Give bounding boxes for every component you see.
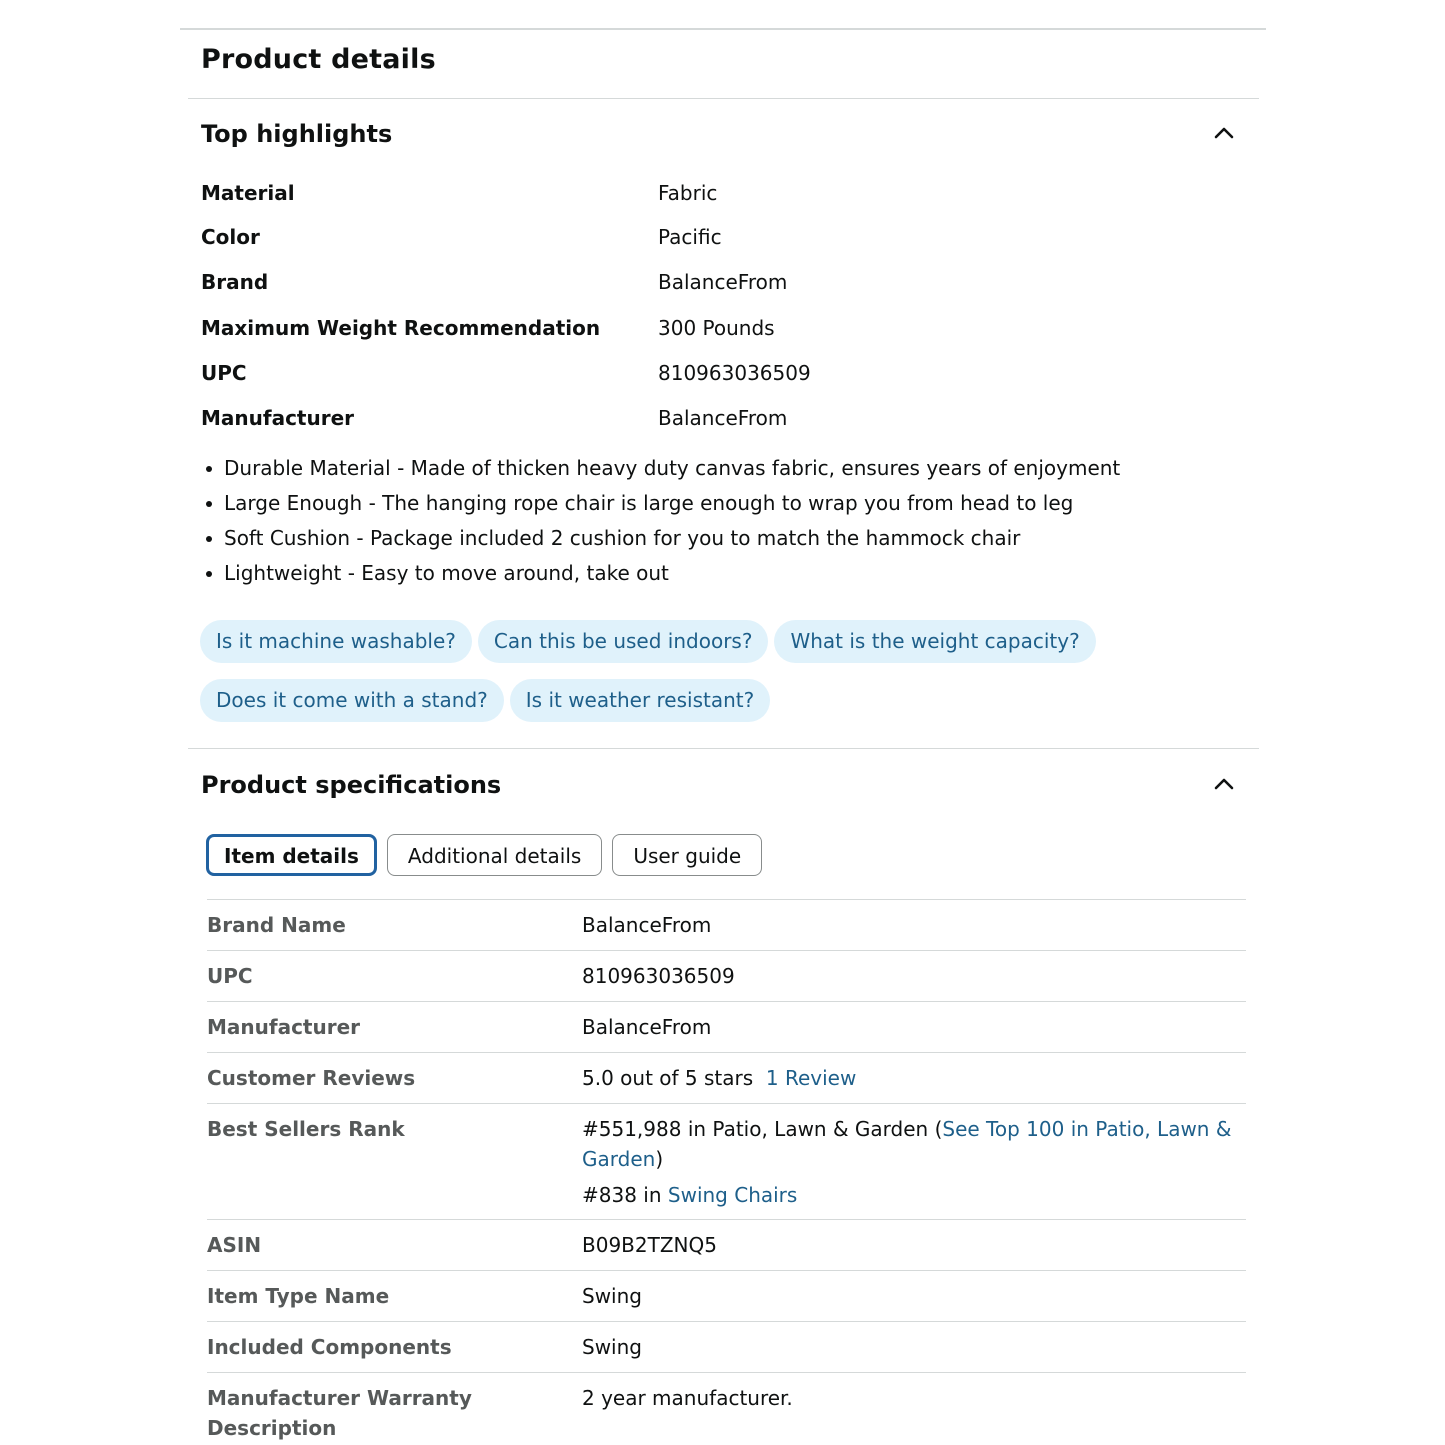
spec-key: Best Sellers Rank (207, 1117, 405, 1141)
top-100-category-link[interactable]: See Top 100 in Patio, Lawn & Garden (582, 1117, 1232, 1171)
highlight-value: 810963036509 (658, 361, 811, 385)
top-highlights-title: Top highlights (201, 120, 393, 148)
spec-row-upc (207, 950, 1246, 1001)
rank-text: #551,988 in Patio, Lawn & Garden ( (582, 1117, 943, 1141)
spec-row-best-sellers-rank (207, 1103, 1246, 1219)
spec-row-warranty (207, 1372, 1246, 1444)
spec-key: Brand Name (207, 913, 346, 937)
highlight-key: Brand (201, 270, 269, 294)
feature-bullet: Soft Cushion - Package included 2 cushion for you to match the hammock chair (201, 522, 1120, 557)
question-chip-machine-washable[interactable]: Is it machine washable? (200, 620, 472, 663)
highlight-key: Material (201, 181, 295, 205)
spec-value: 2 year manufacturer. (582, 1386, 793, 1410)
question-chip-weight-capacity[interactable]: What is the weight capacity? (774, 620, 1095, 663)
spec-value: BalanceFrom (582, 913, 712, 937)
question-chip-indoors[interactable]: Can this be used indoors? (478, 620, 769, 663)
swing-chairs-category-link[interactable]: Swing Chairs (667, 1183, 798, 1207)
highlight-value: Fabric (658, 181, 718, 205)
collapse-specifications-chevron-up-icon[interactable] (1210, 772, 1238, 796)
feature-bullet: Large Enough - The hanging rope chair is large enough to wrap you from head to leg (201, 487, 1120, 522)
spec-value: Swing (582, 1284, 642, 1308)
rank-text-suffix: ) (655, 1147, 664, 1171)
spec-key: Customer Reviews (207, 1066, 416, 1090)
spec-key: Included Components (207, 1335, 452, 1359)
spec-row-brand-name (207, 899, 1246, 950)
feature-bullet-list (201, 452, 1120, 592)
spec-key: ASIN (207, 1233, 262, 1257)
review-count-link[interactable]: 1 Review (765, 1066, 857, 1090)
suggested-questions (200, 620, 1200, 738)
section-divider (188, 98, 1259, 99)
spec-table (207, 899, 1246, 1444)
highlight-key: Maximum Weight Recommendation (201, 316, 601, 340)
spec-row-item-type-name (207, 1270, 1246, 1321)
highlight-key: Color (201, 225, 260, 249)
spec-row-manufacturer (207, 1001, 1246, 1052)
highlight-key: UPC (201, 361, 247, 385)
tab-additional-details[interactable]: Additional details (387, 834, 602, 876)
spec-row-customer-reviews (207, 1052, 1246, 1103)
collapse-top-highlights-chevron-up-icon[interactable] (1210, 121, 1238, 145)
spec-row-included-components (207, 1321, 1246, 1372)
spec-value (582, 1114, 1242, 1210)
highlight-key: Manufacturer (201, 406, 355, 430)
feature-bullet: Durable Material - Made of thicken heavy duty canvas fabric, ensures years of enjoyment (201, 452, 1120, 487)
highlight-value: 300 Pounds (658, 316, 775, 340)
spec-value: B09B2TZNQ5 (582, 1233, 717, 1257)
page-title: Product details (201, 44, 436, 75)
spec-value: BalanceFrom (582, 1015, 712, 1039)
spec-key: Manufacturer (207, 1015, 361, 1039)
tab-user-guide[interactable]: User guide (612, 834, 762, 876)
spec-value (582, 1063, 1242, 1093)
section-divider (188, 748, 1259, 749)
spec-value: 810963036509 (582, 964, 735, 988)
spec-tabs (206, 834, 772, 876)
product-specifications-title: Product specifications (201, 771, 502, 799)
feature-bullet: Lightweight - Easy to move around, take out (201, 557, 1120, 592)
highlight-value: Pacific (658, 225, 722, 249)
question-chip-stand[interactable]: Does it come with a stand? (200, 679, 504, 722)
highlight-value: BalanceFrom (658, 406, 788, 430)
rating-text: 5.0 out of 5 stars (582, 1066, 754, 1090)
tab-item-details[interactable]: Item details (206, 834, 377, 876)
rank-text: #838 in (582, 1183, 668, 1207)
spec-key: Item Type Name (207, 1284, 390, 1308)
top-divider (180, 28, 1266, 30)
question-chip-weather-resistant[interactable]: Is it weather resistant? (510, 679, 770, 722)
spec-key: UPC (207, 964, 253, 988)
spec-row-asin (207, 1219, 1246, 1270)
spec-key: Manufacturer Warranty Description (207, 1386, 472, 1440)
highlight-value: BalanceFrom (658, 270, 788, 294)
spec-value: Swing (582, 1335, 642, 1359)
